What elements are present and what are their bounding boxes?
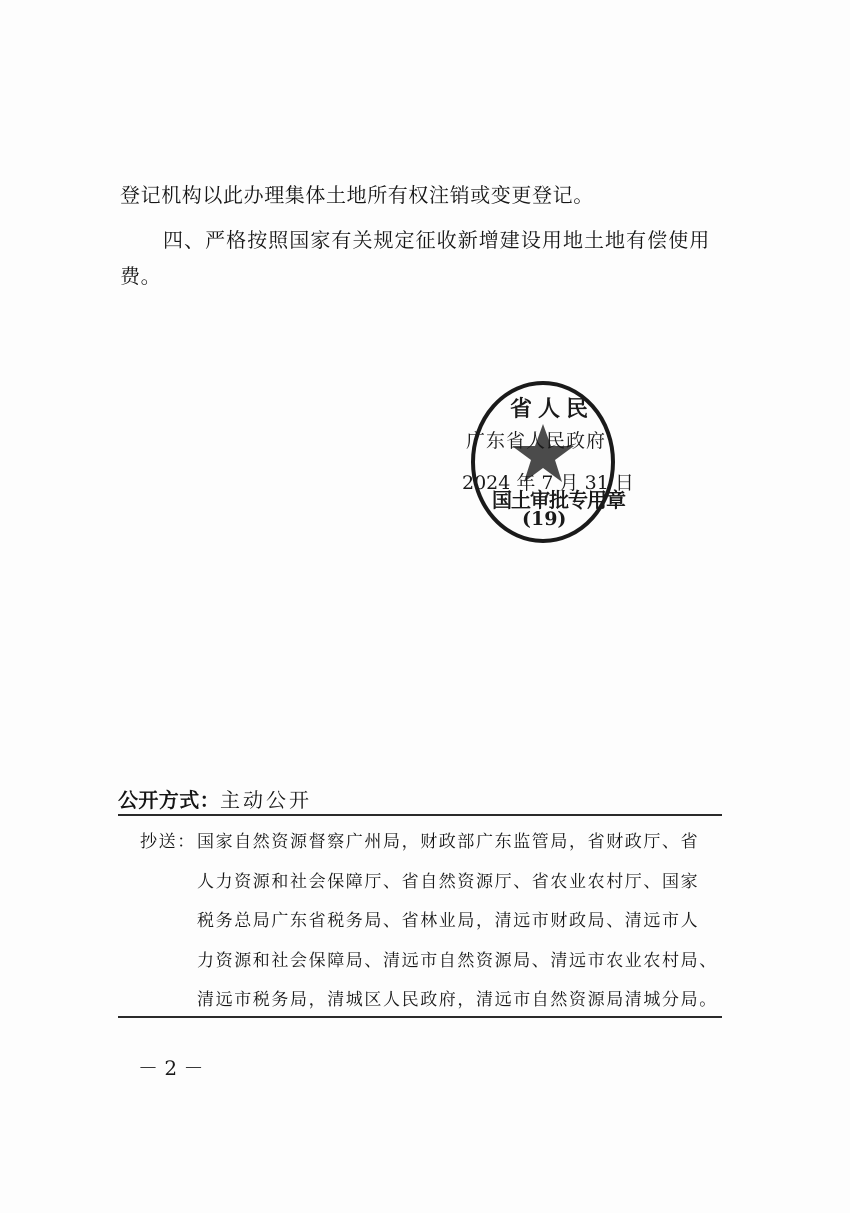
cc-label: 抄送： xyxy=(140,832,196,852)
body-paragraph-line: 费。 xyxy=(120,264,162,288)
cc-line: 清远市税务局，清城区人民政府，清远市自然资源局清城分局。 xyxy=(197,990,718,1010)
publication-value: 主动公开 xyxy=(220,788,312,812)
cc-line: 力资源和社会保障局、清远市自然资源局、清远市农业农村局、 xyxy=(197,951,718,971)
publication-label: 公开方式： xyxy=(118,788,220,812)
body-paragraph-line: 登记机构以此办理集体土地所有权注销或变更登记。 xyxy=(120,183,594,207)
cc-line: 人力资源和社会保障厅、省自然资源厅、省农业农村厅、国家 xyxy=(197,872,700,892)
publication-method xyxy=(118,787,312,813)
signing-date: 2024 年 7 月 31 日 xyxy=(462,472,634,494)
cc-line: 国家自然资源督察广州局，财政部广东监管局，省财政厅、省 xyxy=(197,832,700,852)
page-number: － 2 － xyxy=(138,1056,204,1080)
divider-bottom xyxy=(118,1016,722,1018)
seal-title: 国土审批专用章 xyxy=(492,488,625,512)
cc-line: 税务总局广东省税务局、省林业局，清远市财政局、清远市人 xyxy=(197,911,700,931)
body-paragraph-line: 四、严格按照国家有关规定征收新增建设用地土地有偿使用 xyxy=(163,228,711,252)
official-seal xyxy=(462,380,634,544)
seal-number: (19) xyxy=(522,508,567,530)
seal-arc-text: 省人民 xyxy=(510,396,595,422)
divider-top xyxy=(118,814,722,816)
seal-issuer: 广东省人民政府 xyxy=(466,430,607,452)
